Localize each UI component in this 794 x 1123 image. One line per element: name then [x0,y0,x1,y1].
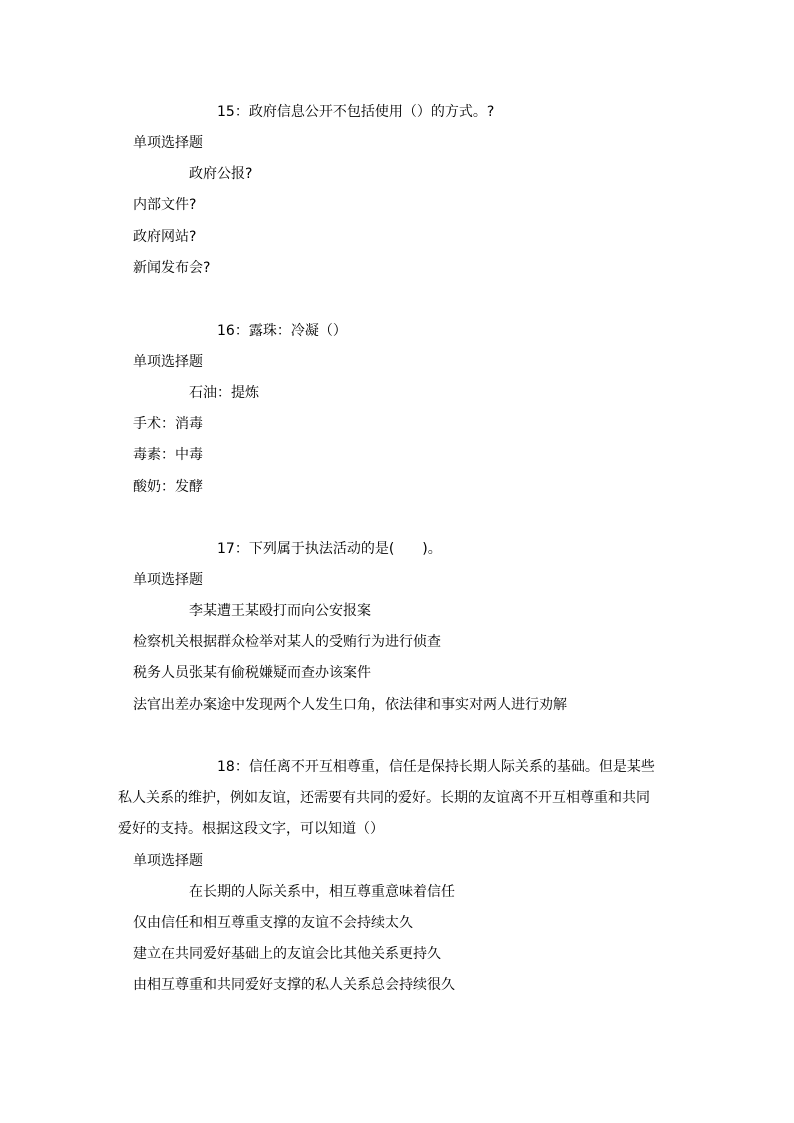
option-a: 李某遭王某殴打而向公安报案 [189,603,371,619]
option-c: 政府网站? [133,229,197,245]
option-b: 内部文件? [133,197,197,213]
option-b: 仅由信任和相互尊重支撑的友谊不会持续太久 [133,915,413,931]
option-c: 毒素：中毒 [133,447,203,463]
option-d: 由相互尊重和共同爱好支撑的私人关系总会持续很久 [133,977,455,993]
question-type: 单项选择题 [133,853,203,869]
option-d: 新闻发布会? [133,260,211,276]
question-title: 16：露珠：冷凝（） [217,323,347,339]
option-b: 手术：消毒 [133,416,203,432]
option-c: 建立在共同爱好基础上的友谊会比其他关系更持久 [133,946,441,962]
question-title: 17：下列属于执法活动的是( )。 [217,541,442,557]
option-a: 在长期的人际关系中，相互尊重意味着信任 [189,884,455,900]
option-b: 检察机关根据群众检举对某人的受贿行为进行侦查 [133,634,441,650]
question-title: 18：信任离不开互相尊重，信任是保持长期人际关系的基础。但是某些私人关系的维护，例如友谊，还需要有共同的爱好。长期的友谊离不开互相尊重和共同爱好的支持。根据这段文字，可以知道（） [118,759,655,837]
option-a: 政府公报? [189,166,253,182]
question-type: 单项选择题 [133,572,203,588]
option-c: 税务人员张某有偷税嫌疑而查办该案件 [133,665,371,681]
option-d: 法官出差办案途中发现两个人发生口角，依法律和事实对两人进行劝解 [133,697,567,713]
question-title: 15：政府信息公开不包括使用（）的方式。? [217,104,495,120]
question-type: 单项选择题 [133,354,203,370]
option-d: 酸奶：发酵 [133,479,203,495]
option-a: 石油：提炼 [189,385,259,401]
question-type: 单项选择题 [133,135,203,151]
